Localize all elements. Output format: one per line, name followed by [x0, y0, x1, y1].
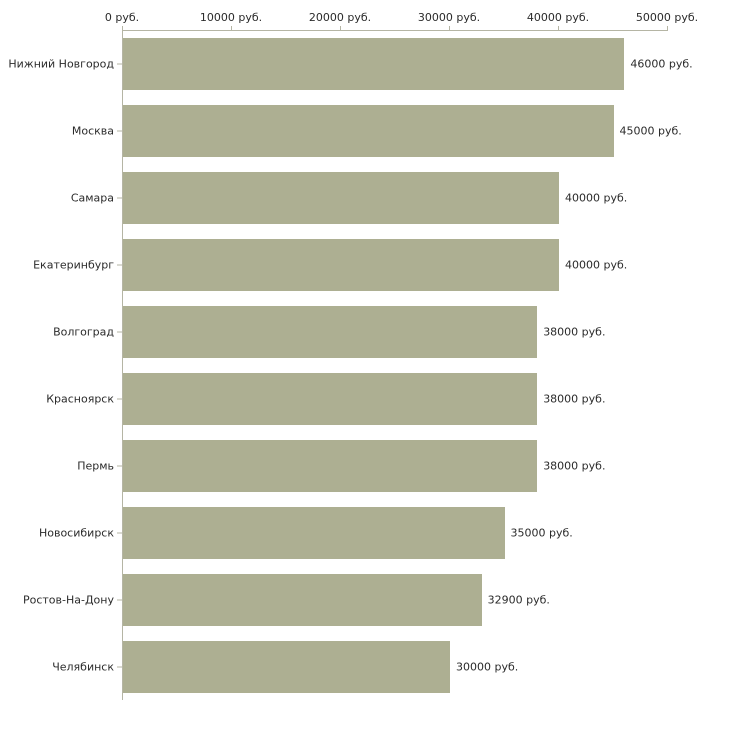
x-tick-label: 40000 руб.: [526, 11, 590, 24]
bar-row: [0, 164, 730, 231]
bar-row: [0, 499, 730, 566]
x-tick-label: 0 руб.: [104, 11, 140, 24]
bar-value-label: 40000 руб.: [565, 258, 628, 271]
category-label: Пермь: [77, 459, 114, 472]
x-tick-label: 20000 руб.: [308, 11, 372, 24]
y-tick-mark: [117, 264, 122, 265]
bar-value-label: 38000 руб.: [543, 392, 606, 405]
category-label: Москва: [71, 124, 114, 137]
bar-row: [0, 298, 730, 365]
bar-value-label: 45000 руб.: [619, 124, 682, 137]
x-tick-label: 30000 руб.: [417, 11, 481, 24]
y-tick-mark: [117, 63, 122, 64]
bar-row: [0, 432, 730, 499]
bar-value-label: 38000 руб.: [543, 325, 606, 338]
y-tick-mark: [117, 599, 122, 600]
bar[interactable]: [123, 373, 537, 425]
bar-value-label: 46000 руб.: [630, 57, 693, 70]
bar[interactable]: [123, 105, 614, 157]
y-tick-mark: [117, 666, 122, 667]
bar-value-label: 38000 руб.: [543, 459, 606, 472]
bar-value-label: 32900 руб.: [487, 593, 550, 606]
bar[interactable]: [123, 507, 505, 559]
y-tick-mark: [117, 398, 122, 399]
category-label: Новосибирск: [38, 526, 114, 539]
y-tick-mark: [117, 197, 122, 198]
category-label: Красноярск: [46, 392, 114, 405]
category-label: Волгоград: [53, 325, 114, 338]
bar-row: [0, 566, 730, 633]
y-tick-mark: [117, 465, 122, 466]
bar-row: [0, 30, 730, 97]
y-tick-mark: [117, 130, 122, 131]
bar-row: [0, 633, 730, 700]
bar[interactable]: [123, 440, 537, 492]
bar[interactable]: [123, 239, 559, 291]
bar-value-label: 35000 руб.: [510, 526, 573, 539]
bar-row: [0, 97, 730, 164]
bar-value-label: 30000 руб.: [456, 660, 519, 673]
y-tick-mark: [117, 532, 122, 533]
bar-value-label: 40000 руб.: [565, 191, 628, 204]
bar[interactable]: [123, 641, 450, 693]
bar-row: [0, 231, 730, 298]
bar[interactable]: [123, 38, 624, 90]
category-label: Нижний Новгород: [8, 57, 114, 70]
category-label: Челябинск: [52, 660, 114, 673]
bar[interactable]: [123, 306, 537, 358]
bar[interactable]: [123, 574, 482, 626]
y-tick-mark: [117, 331, 122, 332]
category-label: Екатеринбург: [33, 258, 114, 271]
x-tick-label: 10000 руб.: [199, 11, 263, 24]
category-label: Ростов-На-Дону: [22, 593, 114, 606]
x-tick-label: 50000 руб.: [635, 11, 699, 24]
bar-row: [0, 365, 730, 432]
category-label: Самара: [70, 191, 114, 204]
bar[interactable]: [123, 172, 559, 224]
bar-rows: [0, 30, 730, 700]
